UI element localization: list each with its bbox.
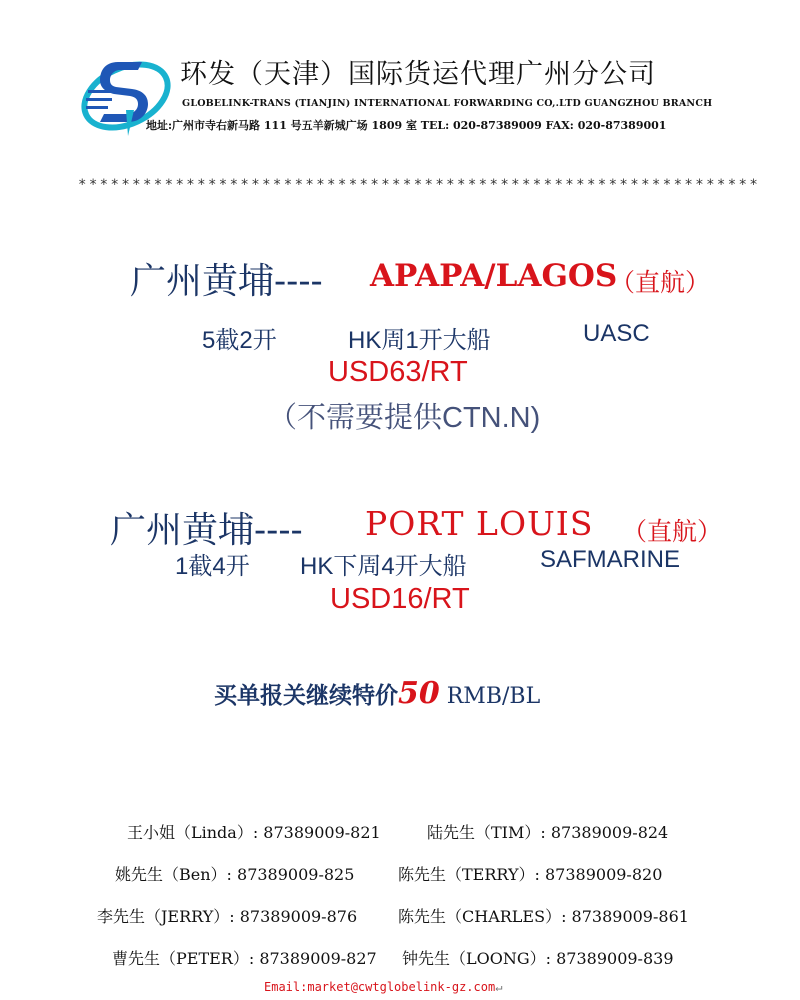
route-2-vessel: HK下周4开大船 (300, 553, 467, 580)
route-2-tag: （直航） (622, 517, 723, 546)
route-1-note: （不需要提供CTN.N) (268, 402, 541, 434)
route-1-vessel: HK周1开大船 (348, 327, 491, 354)
promo-text: 买单报关继续特价 (214, 682, 398, 709)
route-2-schedule: 1截4开 (175, 553, 250, 580)
company-name-en: GLOBELINK-TRANS (TIANJIN) INTERNATIONAL FORWARDING CO,.LTD GUANGZHOU BRANCH (182, 98, 713, 109)
contact-item: 曹先生（PETER）: 87389009-827 (112, 949, 377, 968)
contact-item: 钟先生（LOONG）: 87389009-839 (402, 949, 674, 968)
route-2-origin: 广州黄埔---- (110, 510, 303, 551)
promo-amount: 50 (398, 676, 440, 711)
promo-unit: RMB/BL (439, 684, 541, 709)
return-mark-icon: ↵ (495, 980, 503, 994)
contact-item: 李先生（JERRY）: 87389009-876 (97, 907, 358, 926)
email-link[interactable] (264, 980, 502, 994)
divider: *************************************************************** (78, 177, 761, 193)
contact-item: 陈先生（TERRY）: 87389009-820 (398, 865, 663, 884)
company-name-cn: 环发（天津）国际货运代理广州分公司 (180, 59, 656, 90)
route-1-origin: 广州黄埔---- (130, 261, 323, 302)
contact-item: 姚先生（Ben）: 87389009-825 (115, 865, 355, 884)
contact-item: 陈先生（CHARLES）: 87389009-861 (398, 907, 689, 926)
company-address: 地址:广州市寺右新马路 111 号五羊新城广场 1809 室 TEL: 020-87389009 FAX: 020-87389001 (146, 119, 667, 132)
contact-item: 陆先生（TIM）: 87389009-824 (427, 823, 669, 842)
route-1-schedule: 5截2开 (202, 327, 277, 354)
promo-line (214, 676, 540, 711)
route-2-destination: PORT LOUIS (365, 504, 594, 543)
route-1-tag: （直航） (610, 268, 711, 297)
route-2-carrier: SAFMARINE (540, 546, 681, 573)
route-1-carrier: UASC (583, 320, 650, 347)
email-text[interactable]: Email:market@cwtglobelink-gz.com (264, 980, 496, 994)
route-1-destination: APAPA/LAGOS (370, 258, 618, 294)
contact-item: 王小姐（Linda）: 87389009-821 (127, 823, 381, 842)
route-1-price: USD63/RT (328, 356, 468, 388)
route-2-price: USD16/RT (330, 583, 470, 615)
